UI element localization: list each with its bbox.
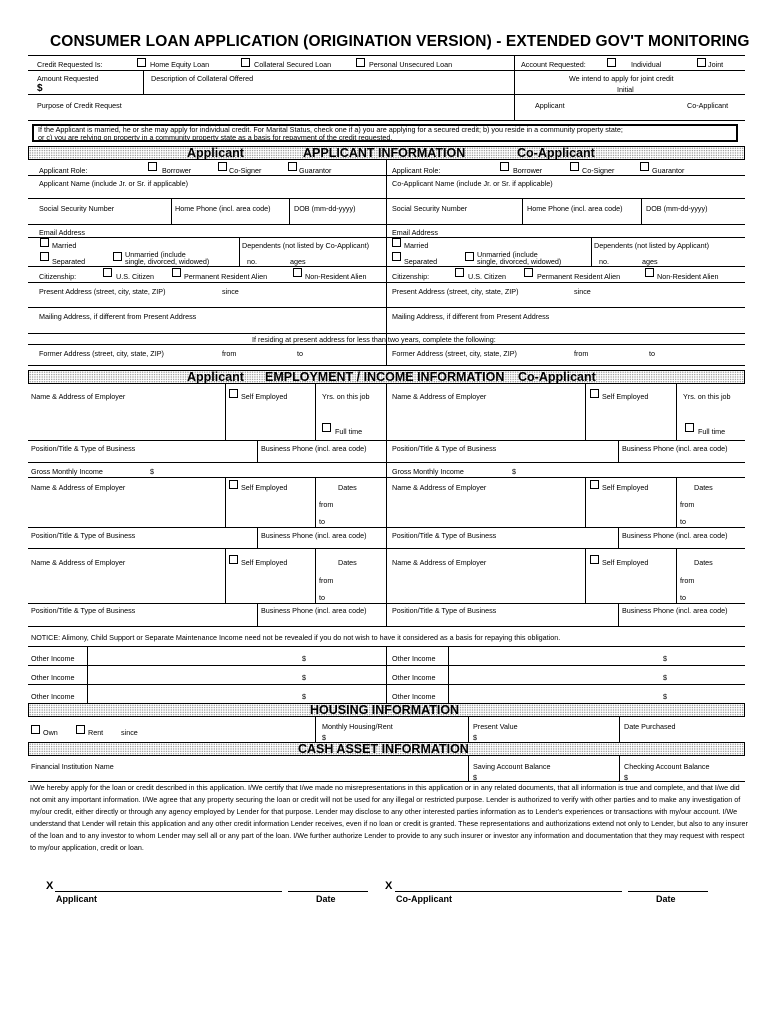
co-prior-1-self-employed-label: Self Employed (602, 483, 649, 492)
applicant-dependents-label: Dependents (not listed by Co-Applicant) (242, 241, 370, 250)
co-unmarried-label-1: Unmarried (include (477, 250, 538, 259)
co-applicant-signature-line[interactable] (395, 891, 622, 892)
co-employer-label: Name & Address of Employer (392, 392, 487, 401)
co-separated-label: Separated (404, 257, 438, 266)
credit-requested-label: Credit Requested Is: (37, 60, 103, 69)
co-other-income-2-dollar: $ (663, 673, 667, 682)
co-prior-2-from: from (680, 576, 695, 585)
co-mailing-address-label: Mailing Address, if different from Present Address (392, 312, 550, 321)
applicant-perm-resident-label: Permanent Resident Alien (184, 272, 268, 281)
co-prior-2-position-label: Position/Title & Type of Business (392, 606, 497, 615)
applicant-former-address-label: Former Address (street, city, state, ZIP) (39, 349, 164, 358)
housing-date-purchased-label: Date Purchased (624, 722, 676, 731)
applicant-prior-2-from: from (319, 576, 334, 585)
initial-label: Initial (617, 85, 634, 94)
applicant-former-to: to (297, 349, 303, 358)
co-dob-label: DOB (mm-dd-yyyy) (646, 204, 708, 213)
co-prior-2-to: to (680, 593, 686, 602)
collateral-secured-label: Collateral Secured Loan (254, 60, 332, 69)
co-other-income-3-label: Other Income (392, 692, 436, 701)
co-full-time-checkbox[interactable] (685, 423, 694, 432)
co-us-citizen-checkbox[interactable] (455, 268, 464, 277)
applicant-prior-2-dates: Dates (338, 558, 357, 567)
applicant-prior-1-self-employed-checkbox[interactable] (229, 480, 238, 489)
housing-monthly-dollar: $ (322, 733, 326, 742)
applicant-yrs-on-job-label: Yrs. on this job (322, 392, 370, 401)
applicant-prior-2-position-label: Position/Title & Type of Business (31, 606, 136, 615)
co-prior-1-to: to (680, 517, 686, 526)
individual-label: Individual (631, 60, 662, 69)
co-prior-1-business-phone-label: Business Phone (incl. area code) (622, 531, 728, 540)
applicant-dependents-no: no. (247, 257, 257, 266)
applicant-prior-1-from: from (319, 500, 334, 509)
applicant-business-phone-label: Business Phone (incl. area code) (261, 444, 367, 453)
applicant-prior-1-to: to (319, 517, 325, 526)
applicant-prior-2-to: to (319, 593, 325, 602)
page-title: CONSUMER LOAN APPLICATION (ORIGINATION VERSION) - EXTENDED GOV'T MONITORING (50, 33, 750, 50)
applicant-other-income-1-dollar: $ (302, 654, 306, 663)
band-co-applicant: Co-Applicant (517, 146, 595, 160)
co-gross-income-dollar: $ (512, 467, 516, 476)
housing-rent-label: Rent (88, 728, 104, 737)
band-applicant-info: APPLICANT INFORMATION (303, 146, 466, 160)
applicant-cosigner-label: Co-Signer (229, 166, 262, 175)
co-perm-resident-label: Permanent Resident Alien (537, 272, 621, 281)
co-dependents-ages: ages (642, 257, 658, 266)
co-dependents-no: no. (599, 257, 609, 266)
applicant-gross-income-label: Gross Monthly Income (31, 467, 103, 476)
co-present-since: since (574, 287, 591, 296)
co-applicant-signature-label: Co-Applicant (396, 894, 452, 904)
applicant-prior-1-dates: Dates (338, 483, 357, 492)
emp-band-title: EMPLOYMENT / INCOME INFORMATION (265, 370, 505, 384)
applicant-dob-label: DOB (mm-dd-yyyy) (294, 204, 356, 213)
applicant-date-line[interactable] (288, 891, 368, 892)
applicant-mailing-address-label: Mailing Address, if different from Present Address (39, 312, 197, 321)
applicant-self-employed-label: Self Employed (241, 392, 288, 401)
marital-notice-line-2: or c) you are relying on property in a community property state as a basis for repayment of the credit requested. (38, 133, 393, 142)
account-requested-label: Account Requested: (521, 60, 586, 69)
applicant-role-label: Applicant Role: (39, 166, 88, 175)
co-applicant-date-line[interactable] (628, 891, 708, 892)
housing-rent-checkbox[interactable] (76, 725, 85, 734)
co-former-from: from (574, 349, 589, 358)
applicant-us-citizen-checkbox[interactable] (103, 268, 112, 277)
purpose-co-applicant-label: Co-Applicant (687, 101, 729, 110)
applicant-full-time-label: Full time (335, 427, 363, 436)
co-guarantor-label: Guarantor (652, 166, 685, 175)
co-present-address-label: Present Address (street, city, state, ZIP) (392, 287, 519, 296)
co-applicant-role-label: Applicant Role: (392, 166, 441, 175)
co-self-employed-checkbox[interactable] (590, 389, 599, 398)
co-gross-income-label: Gross Monthly Income (392, 467, 464, 476)
co-prior-1-position-label: Position/Title & Type of Business (392, 531, 497, 540)
housing-present-value-label: Present Value (473, 722, 518, 731)
co-prior-employer-1-label: Name & Address of Employer (392, 483, 487, 492)
co-full-time-label: Full time (698, 427, 726, 436)
cash-checking-dollar: $ (624, 773, 628, 782)
co-guarantor-checkbox[interactable] (640, 162, 649, 171)
co-prior-1-self-employed-checkbox[interactable] (590, 480, 599, 489)
co-perm-resident-checkbox[interactable] (524, 268, 533, 277)
co-business-phone-label: Business Phone (incl. area code) (622, 444, 728, 453)
collateral-description-label: Description of Collateral Offered (151, 74, 254, 83)
co-applicant-signature-x: X (385, 880, 393, 892)
cash-checking-label: Checking Account Balance (624, 762, 710, 771)
applicant-separated-label: Separated (52, 257, 86, 266)
applicant-present-since: since (222, 287, 239, 296)
co-cosigner-label: Co-Signer (582, 166, 615, 175)
applicant-gross-income-dollar: $ (150, 467, 154, 476)
individual-checkbox[interactable] (607, 58, 616, 67)
applicant-prior-1-position-label: Position/Title & Type of Business (31, 531, 136, 540)
applicant-date-label: Date (316, 894, 336, 904)
applicant-borrower-label: Borrower (162, 166, 192, 175)
personal-unsecured-label: Personal Unsecured Loan (369, 60, 453, 69)
applicant-signature-line[interactable] (55, 891, 282, 892)
applicant-prior-1-self-employed-label: Self Employed (241, 483, 288, 492)
co-email-label: Email Address (392, 228, 438, 237)
co-other-income-3-dollar: $ (663, 692, 667, 701)
applicant-unmarried-checkbox[interactable] (113, 252, 122, 261)
housing-since-label: since (121, 728, 138, 737)
home-equity-checkbox[interactable] (137, 58, 146, 67)
co-prior-1-from: from (680, 500, 695, 509)
co-us-citizen-label: U.S. Citizen (468, 272, 506, 281)
cash-institution-label: Financial Institution Name (31, 762, 114, 771)
co-dependents-label: Dependents (not listed by Applicant) (594, 241, 710, 250)
co-home-phone-label: Home Phone (incl. area code) (527, 204, 623, 213)
certification-text: I/We hereby apply for the loan or credit described in this application. I/We certify that I/we made no misrepresentations in this application or in any related documents, that all information is true and complete, and that I/we did not omit any important information. I/We agree that any property securing the loan or credit will not be used for any illegal or restricted purpose. Lender is authorized to verify with other parties and to make any investigation of my/our credit, either directly or through any agency employed by Lender for that purpose. Lender may disclose to any other interested parties information as to Lender's experiences or transactions with my/our account. I/We understand that Lender will retain this application and any other credit information Lender receives, even if no loan or credit is granted. These representations and authorizations extend not only to Lender, but also to any insurer of the loan and to any investor to whom Lender may sell all or any part of the loan. I/We further authorize Lender to provide to any such insurer or investor any information and documentation that they may request with respect to my/our application, credit or loan. (30, 783, 748, 852)
applicant-email-label: Email Address (39, 228, 85, 237)
co-applicant-name-label: Co-Applicant Name (include Jr. or Sr. if applicable) (392, 179, 553, 188)
applicant-dependents-ages: ages (290, 257, 306, 266)
co-ssn-label: Social Security Number (392, 204, 468, 213)
applicant-cosigner-checkbox[interactable] (218, 162, 227, 171)
cash-saving-dollar: $ (473, 773, 477, 782)
amount-dollar-sign: $ (37, 83, 43, 94)
applicant-prior-2-self-employed-label: Self Employed (241, 558, 288, 567)
co-other-income-1-dollar: $ (663, 654, 667, 663)
applicant-ssn-label: Social Security Number (39, 204, 115, 213)
co-former-address-label: Former Address (street, city, state, ZIP) (392, 349, 517, 358)
housing-own-label: Own (43, 728, 58, 737)
home-equity-label: Home Equity Loan (150, 60, 210, 69)
applicant-position-label: Position/Title & Type of Business (31, 444, 136, 453)
applicant-signature-label: Applicant (56, 894, 98, 904)
cash-saving-label: Saving Account Balance (473, 762, 551, 771)
applicant-unmarried-label-1: Unmarried (include (125, 250, 186, 259)
applicant-citizenship-label: Citizenship: (39, 272, 77, 281)
co-self-employed-label: Self Employed (602, 392, 649, 401)
applicant-borrower-checkbox[interactable] (148, 162, 157, 171)
housing-present-value-dollar: $ (473, 733, 477, 742)
emp-band-co-applicant: Co-Applicant (518, 370, 596, 384)
personal-unsecured-checkbox[interactable] (356, 58, 365, 67)
amount-requested-label: Amount Requested (37, 74, 99, 83)
housing-band-title: HOUSING INFORMATION (310, 703, 460, 717)
joint-label: Joint (708, 60, 724, 69)
applicant-non-resident-checkbox[interactable] (293, 268, 302, 277)
applicant-prior-employer-1-label: Name & Address of Employer (31, 483, 126, 492)
applicant-prior-2-self-employed-checkbox[interactable] (229, 555, 238, 564)
band-applicant: Applicant (187, 146, 244, 160)
co-position-label: Position/Title & Type of Business (392, 444, 497, 453)
applicant-former-from: from (222, 349, 237, 358)
applicant-prior-employer-2-label: Name & Address of Employer (31, 558, 126, 567)
marital-notice-line-1: If the Applicant is married, he or she may apply for individual credit. For Marital Status, check one if a) you are applying for a secured credit; b) you reside in a community property state; (38, 125, 623, 134)
joint-checkbox[interactable] (697, 58, 706, 67)
purpose-label: Purpose of Credit Request (37, 101, 122, 110)
applicant-full-time-checkbox[interactable] (322, 423, 331, 432)
applicant-separated-checkbox[interactable] (40, 252, 49, 261)
applicant-other-income-2-dollar: $ (302, 673, 306, 682)
applicant-non-resident-label: Non-Resident Alien (305, 272, 367, 281)
co-non-resident-label: Non-Resident Alien (657, 272, 719, 281)
co-other-income-1-label: Other Income (392, 654, 436, 663)
applicant-unmarried-label-2: single, divorced, widowed) (125, 257, 210, 266)
co-unmarried-label-2: single, divorced, widowed) (477, 257, 562, 266)
applicant-home-phone-label: Home Phone (incl. area code) (175, 204, 271, 213)
emp-band-applicant: Applicant (187, 370, 244, 384)
applicant-other-income-3-label: Other Income (31, 692, 75, 701)
income-notice: NOTICE: Alimony, Child Support or Separate Maintenance Income need not be revealed if you do not wish to have it considered as a basis for repaying this obligation. (31, 633, 561, 642)
co-other-income-2-label: Other Income (392, 673, 436, 682)
co-former-to: to (649, 349, 655, 358)
co-prior-2-self-employed-label: Self Employed (602, 558, 649, 567)
co-applicant-date-label: Date (656, 894, 676, 904)
joint-intent-label: We intend to apply for joint credit (569, 74, 674, 83)
applicant-us-citizen-label: U.S. Citizen (116, 272, 154, 281)
co-yrs-on-job-label: Yrs. on this job (683, 392, 731, 401)
applicant-other-income-3-dollar: $ (302, 692, 306, 701)
co-married-label: Married (404, 241, 429, 250)
co-separated-checkbox[interactable] (392, 252, 401, 261)
co-prior-1-dates: Dates (694, 483, 713, 492)
housing-own-checkbox[interactable] (31, 725, 40, 734)
residing-note: If residing at present address for less than two years, complete the following: (252, 335, 496, 344)
purpose-applicant-label: Applicant (535, 101, 565, 110)
co-unmarried-checkbox[interactable] (465, 252, 474, 261)
co-prior-2-dates: Dates (694, 558, 713, 567)
co-prior-employer-2-label: Name & Address of Employer (392, 558, 487, 567)
applicant-signature-x: X (46, 880, 54, 892)
co-cosigner-checkbox[interactable] (570, 162, 579, 171)
applicant-married-checkbox[interactable] (40, 238, 49, 247)
applicant-name-label: Applicant Name (include Jr. or Sr. if applicable) (39, 179, 189, 188)
applicant-other-income-2-label: Other Income (31, 673, 75, 682)
co-non-resident-checkbox[interactable] (645, 268, 654, 277)
co-borrower-label: Borrower (513, 166, 543, 175)
co-borrower-checkbox[interactable] (500, 162, 509, 171)
applicant-married-label: Married (52, 241, 77, 250)
collateral-secured-checkbox[interactable] (241, 58, 250, 67)
applicant-employer-label: Name & Address of Employer (31, 392, 126, 401)
applicant-guarantor-label: Guarantor (299, 166, 332, 175)
housing-monthly-label: Monthly Housing/Rent (322, 722, 393, 731)
applicant-guarantor-checkbox[interactable] (288, 162, 297, 171)
co-prior-2-self-employed-checkbox[interactable] (590, 555, 599, 564)
applicant-other-income-1-label: Other Income (31, 654, 75, 663)
co-prior-2-business-phone-label: Business Phone (incl. area code) (622, 606, 728, 615)
co-citizenship-label: Citizenship: (392, 272, 430, 281)
applicant-present-address-label: Present Address (street, city, state, ZIP) (39, 287, 166, 296)
cash-band-title: CASH ASSET INFORMATION (298, 742, 469, 756)
applicant-prior-1-business-phone-label: Business Phone (incl. area code) (261, 531, 367, 540)
applicant-self-employed-checkbox[interactable] (229, 389, 238, 398)
applicant-prior-2-business-phone-label: Business Phone (incl. area code) (261, 606, 367, 615)
applicant-perm-resident-checkbox[interactable] (172, 268, 181, 277)
co-married-checkbox[interactable] (392, 238, 401, 247)
